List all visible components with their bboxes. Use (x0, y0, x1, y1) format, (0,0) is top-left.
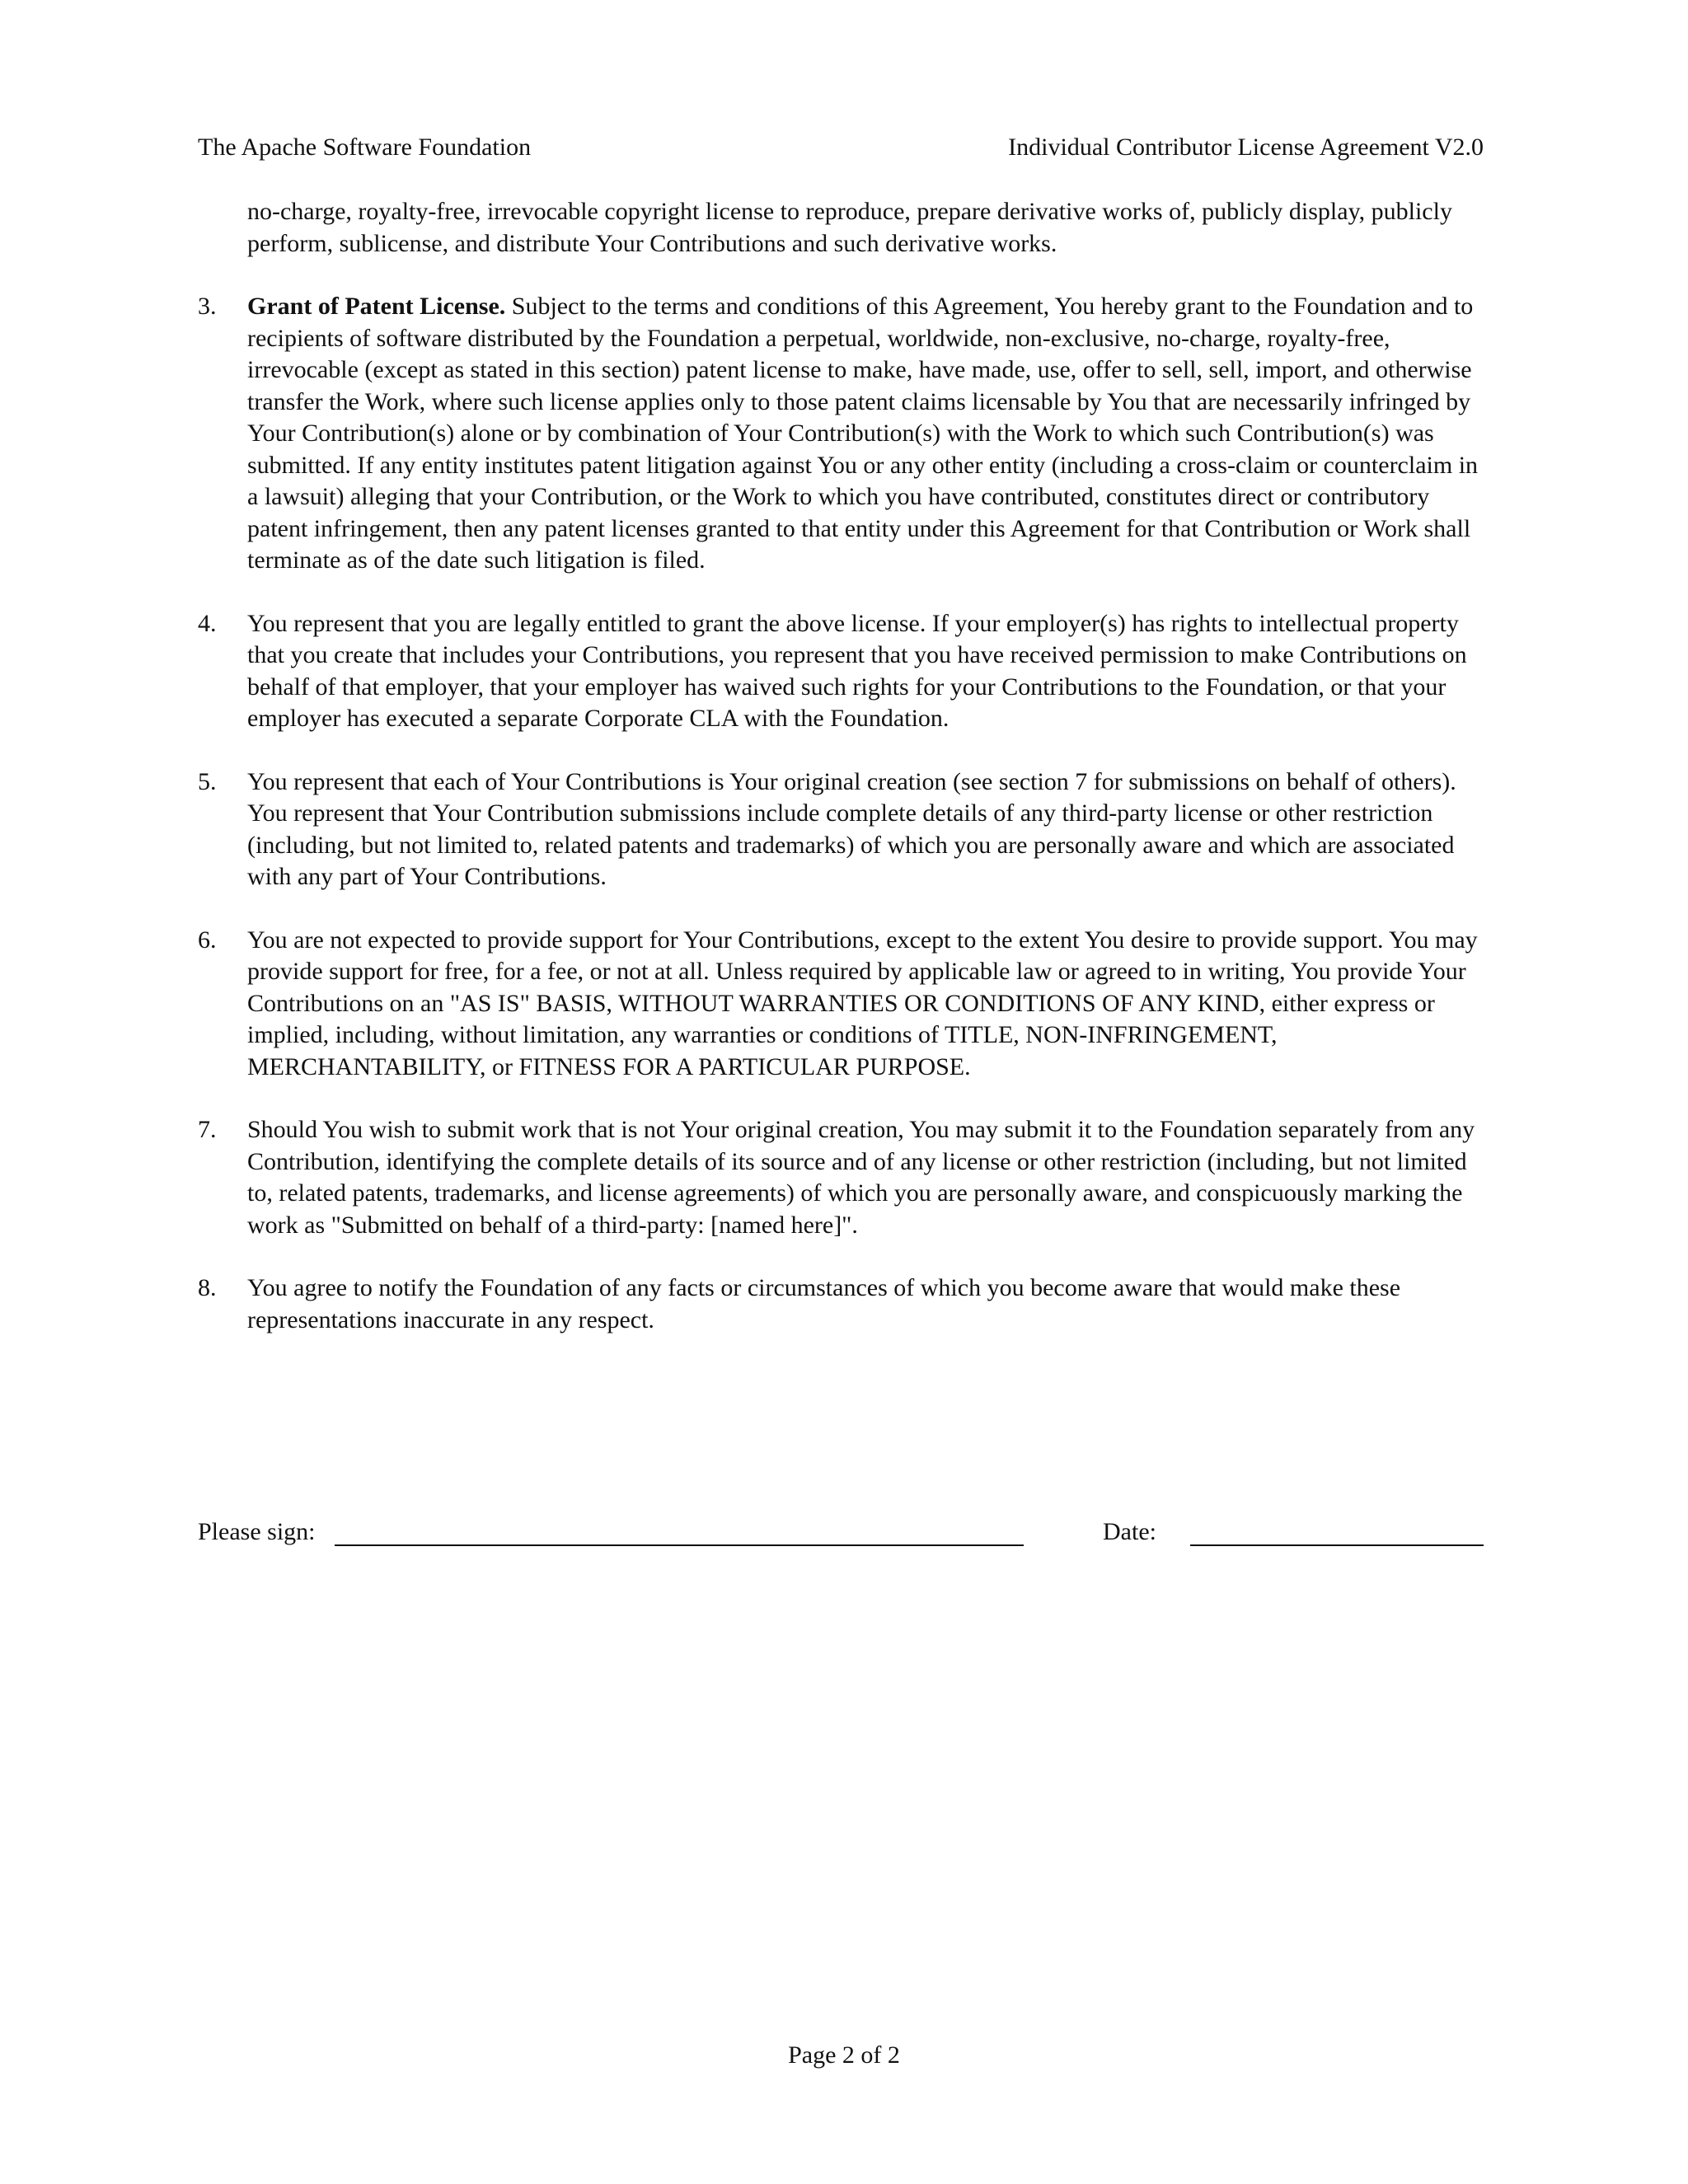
clause-text: You represent that you are legally entitled to grant the above license. If your employer(s) has rights to intellectual property that you create that includes your Contributions, you represent that you have received permission to make Contributions on behalf of that employer, that your employer has waived such rights for your Contributions to the Foundation, or that your employer has executed a separate Corporate CLA with the Foundation. (247, 609, 1467, 732)
clause-number: 8. (198, 1274, 217, 1301)
clause-number: 7. (198, 1116, 217, 1143)
clause-text: You agree to notify the Foundation of any facts or circumstances of which you become aware that would make these representations inaccurate in any respect. (247, 1274, 1401, 1333)
sign-label: Please sign: (198, 1518, 316, 1545)
clause-4 (198, 608, 1493, 735)
clause-number: 6. (198, 926, 217, 954)
clause-number: 3. (198, 293, 217, 320)
continued-paragraph: no-charge, royalty-free, irrevocable copyright license to reproduce, prepare derivative works of, publicly display, publicly perform, sublicense, and distribute Your Contributions and such derivative works. (247, 198, 1452, 257)
agreement-body (198, 196, 1493, 1336)
clause-number: 5. (198, 767, 217, 795)
clause-7 (198, 1114, 1493, 1241)
date-field[interactable] (1190, 1544, 1484, 1546)
header-document-title: Individual Contributor License Agreement V2.0 (1008, 134, 1484, 161)
page-number: Page 2 of 2 (788, 2041, 900, 2069)
clause-text: You are not expected to provide support for Your Contributions, except to the extent You desire to provide support. You may provide support for free, for a fee, or not at all. Unless required by applicable law or agreed to in writing, You provide Your Contributions on an "AS IS" BASIS, WITHOUT WARRANTIES OR CONDITIONS OF ANY KIND, either express or implied, including, without limitation, any warranties or conditions of TITLE, NON-INFRINGEMENT, MERCHANTABILITY, or FITNESS FOR A PARTICULAR PURPOSE. (247, 926, 1478, 1080)
clause-text (247, 291, 1493, 577)
clause-8 (198, 1272, 1493, 1336)
clause-6 (198, 925, 1493, 1084)
header-organization: The Apache Software Foundation (198, 134, 532, 161)
clause-text: You represent that each of Your Contributions is Your original creation (see section 7 for submissions on behalf of others). You represent that Your Contribution submissions include complete details of any third-party license or other restriction (including, but not limited to, related patents and trademarks) of which you are personally aware and which are associated with any part of Your Contributions. (247, 767, 1456, 890)
clause-number: 4. (198, 609, 217, 637)
date-label: Date: (1103, 1518, 1156, 1545)
signature-field[interactable] (335, 1544, 1024, 1546)
clause-body: Subject to the terms and conditions of this Agreement, You hereby grant to the Foundation and to recipients of software distributed by the Foundation a perpetual, worldwide, non-exclusive, no-charge, royalty-free, irrevocable (except as stated in this section) patent license to make, have made, use, offer to sell, sell, import, and otherwise transfer the Work, where such license applies only to those patent claims licensable by You that are necessarily infringed by Your Contribution(s) alone or by combination of Your Contribution(s) with the Work to which such Contribution(s) was submitted. If any entity institutes patent litigation against You or any other entity (including a cross-claim or counterclaim in a lawsuit) alleging that your Contribution, or the Work to which you have contributed, constitutes direct or contributory patent infringement, then any patent licenses granted to that entity under this Agreement for that Contribution or Work shall terminate as of the date such litigation is filed. (247, 293, 1479, 574)
clause-3 (198, 291, 1493, 577)
clause-title: Grant of Patent License. (247, 293, 506, 320)
signature-row (198, 1516, 1493, 1553)
clause-text: Should You wish to submit work that is not Your original creation, You may submit it to the Foundation separately from any Contribution, identifying the complete details of its source and of any license or other restriction (including, but not limited to, related patents, trademarks, and license agreements) of which you are personally aware, and conspicuously marking the work as "Submitted on behalf of a third-party: [named here]". (247, 1116, 1475, 1239)
clause-5 (198, 766, 1493, 893)
